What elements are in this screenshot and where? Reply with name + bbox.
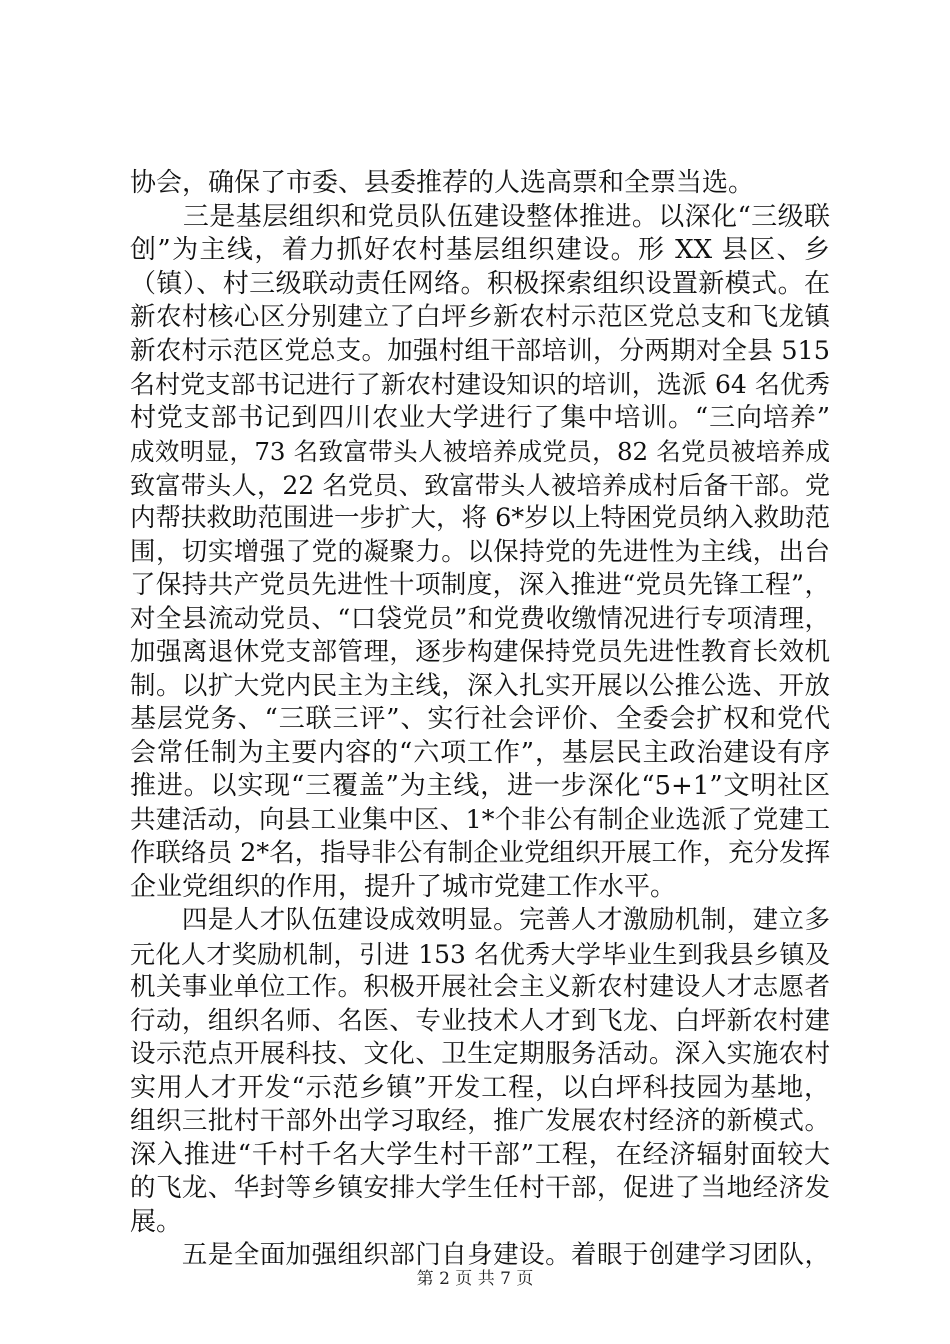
text-line: 实用人才开发“示范乡镇”开发工程，以白坪科技园为基地，: [130, 1072, 830, 1103]
text-line: 致富带头人，22 名党员、致富带头人被培养成村后备干部。党: [130, 470, 830, 500]
text-line: 新农村示范区党总支。加强村组干部培训，分两期对全县 515: [130, 335, 830, 366]
text-line: 围，切实增强了党的凝聚力。以保持党的先进性为主线，出台: [130, 536, 830, 567]
text-line: 行动，组织名师、名医、专业技术人才到飞龙、白坪新农村建: [130, 1005, 830, 1036]
text-line: 制。以扩大党内民主为主线，深入扎实开展以公推公选、开放: [130, 670, 830, 701]
text-line: 企业党组织的作用，提升了城市党建工作水平。: [130, 871, 677, 902]
page-footer: 第 2 页 共 7 页: [416, 1269, 534, 1289]
text-line: 基层党务、“三联三评”、实行社会评价、全委会扩权和党代: [130, 704, 830, 734]
text-line: 元化人才奖励机制，引进 153 名优秀大学毕业生到我县乡镇及: [130, 939, 830, 969]
document-body: [130, 167, 830, 1273]
text-line: 展。: [130, 1206, 183, 1237]
text-line: （镇）、村三级联动责任网络。积极探索组织设置新模式。在: [130, 268, 830, 299]
text-line: 三是基层组织和党员队伍建设整体推进。以深化“三级联: [130, 201, 830, 232]
text-line: 了保持共产党员先进性十项制度，深入推进“党员先锋工程”，: [130, 570, 830, 600]
text-line: 对全县流动党员、“口袋党员”和党费收缴情况进行专项清理，: [130, 603, 830, 634]
text-line: 名村党支部书记进行了新农村建设知识的培训，选派 64 名优秀: [130, 370, 830, 399]
text-line: 机关事业单位工作。积极开展社会主义新农村建设人才志愿者: [130, 972, 830, 1002]
text-line: 新农村核心区分别建立了白坪乡新农村示范区党总支和飞龙镇: [130, 302, 830, 332]
text-line: 会常任制为主要内容的“六项工作”，基层民主政治建设有序: [130, 737, 830, 768]
text-line: 加强离退休党支部管理，逐步构建保持党员先进性教育长效机: [130, 637, 830, 667]
text-line: 成效明显，73 名致富带头人被培养成党员，82 名党员被培养成: [130, 437, 830, 466]
text-line: 的飞龙、华封等乡镇安排大学生任村干部，促进了当地经济发: [130, 1173, 830, 1203]
text-line: 内帮扶救助范围进一步扩大，将 6*岁以上特困党员纳入救助范: [130, 503, 831, 533]
text-line: 五是全面加强组织部门自身建设。着眼于创建学习团队，: [130, 1240, 830, 1270]
text-line: 推进。以实现“三覆盖”为主线，进一步深化“5+1”文明社区: [130, 771, 830, 801]
text-line: 协会，确保了市委、县委推荐的人选高票和全票当选。: [130, 168, 755, 198]
text-line: 四是人才队伍建设成效明显。完善人才激励机制，建立多: [130, 905, 830, 935]
text-line: 组织三批村干部外出学习取经，推广发展农村经济的新模式。: [130, 1106, 830, 1136]
text-line: 深入推进“千村千名大学生村干部”工程，在经济辐射面较大: [130, 1139, 830, 1170]
text-line: 设示范点开展科技、文化、卫生定期服务活动。深入实施农村: [130, 1039, 830, 1069]
text-line: 村党支部书记到四川农业大学进行了集中培训。“三向培养”: [130, 402, 830, 433]
text-line: 创”为主线，着力抓好农村基层组织建设。形 XX 县区、乡: [130, 235, 830, 265]
text-line: 共建活动，向县工业集中区、1*个非公有制企业选派了党建工: [130, 804, 830, 835]
text-line: 作联络员 2*名，指导非公有制企业党组织开展工作，充分发挥: [130, 838, 831, 868]
